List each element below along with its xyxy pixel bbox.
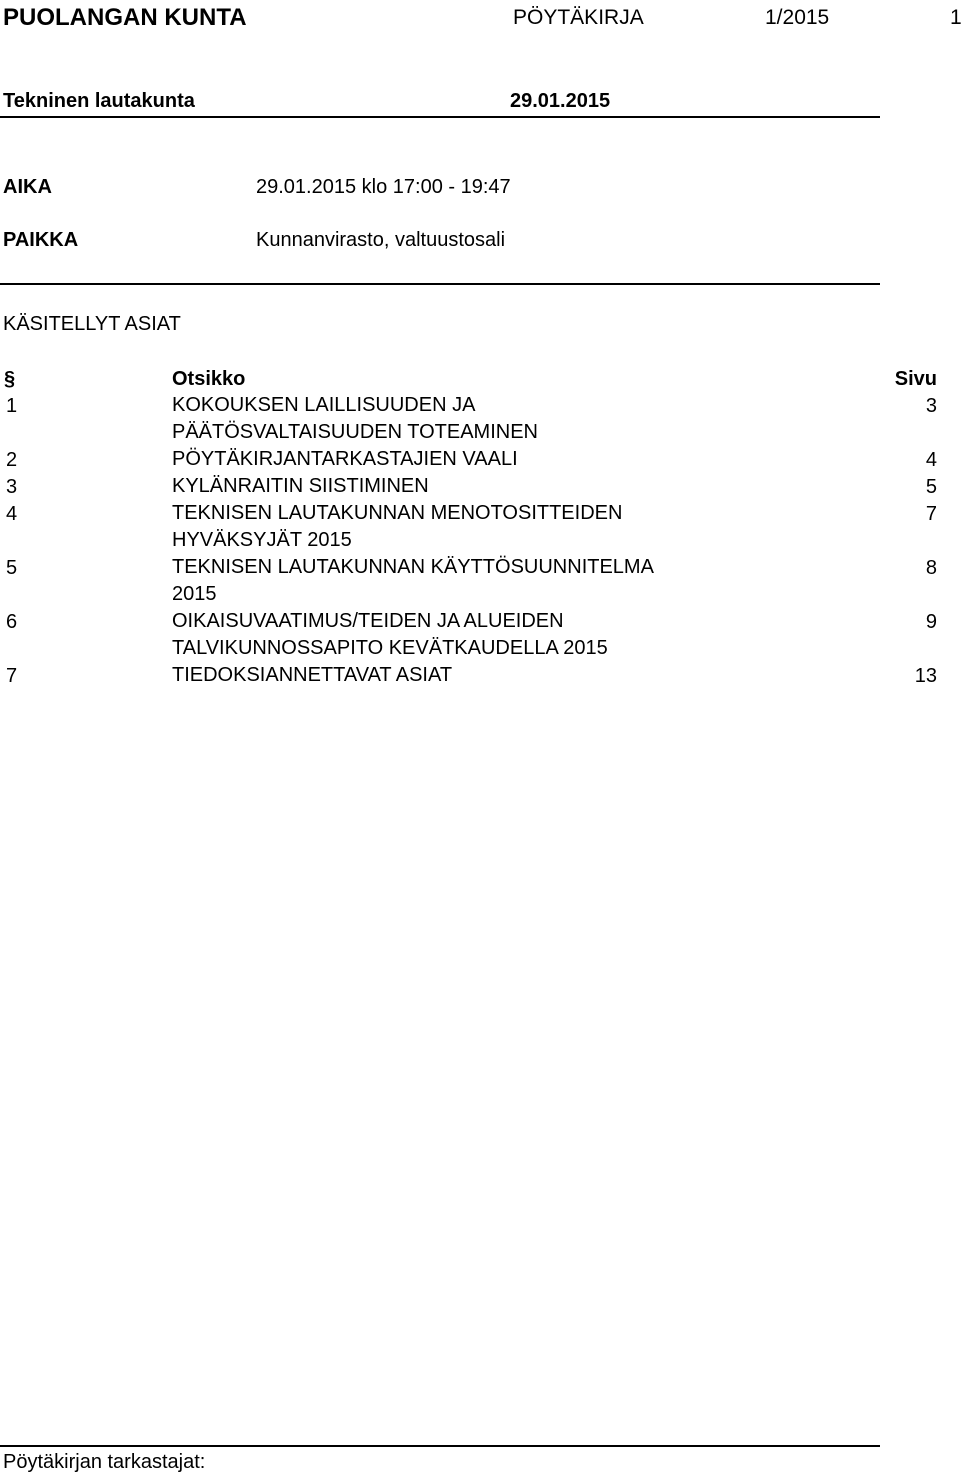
item-title-line: TIEDOKSIANNETTAVAT ASIAT xyxy=(172,664,453,686)
item-title-line: KYLÄNRAITIN SIISTIMINEN xyxy=(172,475,429,497)
item-title-line: 2015 xyxy=(172,583,217,605)
item-number: 6 xyxy=(6,611,18,633)
column-header-page: Sivu xyxy=(894,368,937,390)
item-title-line: HYVÄKSYJÄT 2015 xyxy=(172,529,352,551)
info-divider xyxy=(0,283,880,285)
time-value: 29.01.2015 klo 17:00 - 19:47 xyxy=(256,176,511,198)
item-title-line: OIKAISUVAATIMUS/TEIDEN JA ALUEIDEN xyxy=(172,610,564,632)
item-title-line: PÄÄTÖSVALTAISUUDEN TOTEAMINEN xyxy=(172,421,538,443)
footer-divider xyxy=(0,1445,880,1447)
item-title-line: TEKNISEN LAUTAKUNNAN MENOTOSITTEIDEN xyxy=(172,502,623,524)
document-type: PÖYTÄKIRJA xyxy=(513,6,644,29)
reviewers-label: Pöytäkirjan tarkastajat: xyxy=(3,1451,206,1473)
item-page: 5 xyxy=(925,476,937,498)
item-title-line: KOKOUKSEN LAILLISUUDEN JA xyxy=(172,394,476,416)
time-label: AIKA xyxy=(3,176,52,198)
section-title: KÄSITELLYT ASIAT xyxy=(3,313,181,335)
item-page: 7 xyxy=(925,503,937,525)
page-number: 1 xyxy=(950,6,962,29)
item-page: 9 xyxy=(925,611,937,633)
meeting-date: 29.01.2015 xyxy=(510,90,611,112)
section-symbol: § xyxy=(4,368,16,390)
place-value: Kunnanvirasto, valtuustosali xyxy=(256,229,506,251)
item-number: 4 xyxy=(6,503,18,525)
item-number: 3 xyxy=(6,476,18,498)
header-divider xyxy=(0,116,880,118)
item-title-line: PÖYTÄKIRJANTARKASTAJIEN VAALI xyxy=(172,448,518,470)
place-label: PAIKKA xyxy=(3,229,79,251)
item-title-line: TEKNISEN LAUTAKUNNAN KÄYTTÖSUUNNITELMA xyxy=(172,556,654,578)
board-name: Tekninen lautakunta xyxy=(3,90,195,112)
column-header-title: Otsikko xyxy=(172,368,246,390)
item-number: 7 xyxy=(6,665,18,687)
item-page: 4 xyxy=(925,449,937,471)
item-number: 1 xyxy=(6,395,18,417)
organization-name: PUOLANGAN KUNTA xyxy=(3,4,247,31)
document-number: 1/2015 xyxy=(765,6,830,29)
item-title-line: TALVIKUNNOSSAPITO KEVÄTKAUDELLA 2015 xyxy=(172,637,608,659)
item-page: 3 xyxy=(925,395,937,417)
item-number: 2 xyxy=(6,449,18,471)
item-page: 13 xyxy=(914,665,937,687)
item-page: 8 xyxy=(925,557,937,579)
item-number: 5 xyxy=(6,557,18,579)
